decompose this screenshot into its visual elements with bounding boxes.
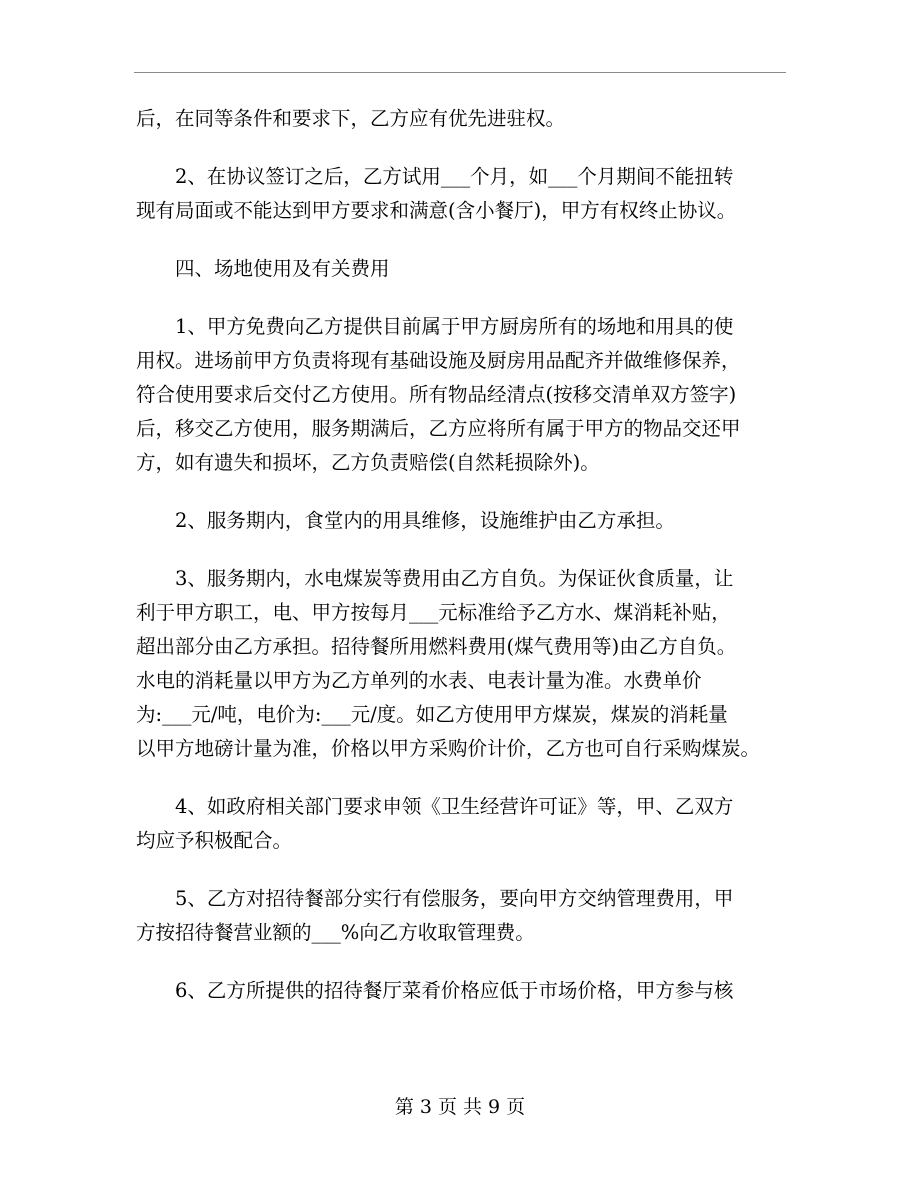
paragraph-management-fee — [136, 882, 788, 950]
text-line: 为:___元/吨，电价为:___元/度。如乙方使用甲方煤炭，煤炭的消耗量 — [136, 703, 728, 726]
text-line: 2、服务期内，食堂内的用具维修，设施维护由乙方承担。 — [175, 509, 675, 532]
text-line: 后，在同等条件和要求下，乙方应有优先进驻权。 — [136, 107, 566, 130]
paragraph-license — [136, 790, 788, 858]
paragraph-pricing — [136, 974, 788, 1008]
text-line: 符合使用要求后交付乙方使用。所有物品经清点(按移交清单双方签字) — [136, 383, 737, 406]
text-line: 5、乙方对招待餐部分实行有偿服务，要向甲方交纳管理费用，甲 — [175, 887, 734, 910]
page-number: 第 3 页 共 9 页 — [394, 1096, 526, 1118]
text-line: 方按招待餐营业额的___%向乙方收取管理费。 — [136, 921, 535, 944]
paragraph-utilities — [136, 562, 788, 766]
paragraph-trial-period — [136, 160, 788, 228]
text-line: 1、甲方免费向乙方提供目前属于甲方厨房所有的场地和用具的使 — [175, 315, 734, 338]
text-line: 现有局面或不能达到甲方要求和满意(含小餐厅)，甲方有权终止协议。 — [136, 199, 737, 222]
text-line: 均应予积极配合。 — [136, 829, 293, 852]
section-heading-text: 四、场地使用及有关费用 — [175, 257, 390, 280]
text-line: 后，移交乙方使用，服务期满后，乙方应将所有属于甲方的物品交还甲 — [136, 417, 741, 440]
text-line: 6、乙方所提供的招待餐厅菜肴价格应低于市场价格，甲方参与核 — [175, 979, 734, 1002]
text-line: 利于甲方职工，电、甲方按每月___元标准给予乙方水、煤消耗补贴， — [136, 601, 731, 624]
text-line: 水电的消耗量以甲方为乙方单列的水表、电表计量为准。水费单价 — [136, 669, 702, 692]
text-line: 以甲方地磅计量为准，价格以甲方采购价计价，乙方也可自行采购煤炭。 — [136, 737, 761, 760]
section-heading — [136, 252, 788, 286]
text-line: 4、如政府相关部门要求申领《卫生经营许可证》等，甲、乙双方 — [175, 795, 734, 818]
text-line: 3、服务期内，水电煤炭等费用由乙方自负。为保证伙食质量，让 — [175, 567, 734, 590]
text-line: 用权。进场前甲方负责将现有基础设施及厨房用品配齐并做维修保养， — [136, 349, 741, 372]
paragraph-continuation — [136, 102, 788, 136]
text-line: 方，如有遗失和损坏，乙方负责赔偿(自然耗损除外)。 — [136, 451, 600, 474]
paragraph-maintenance — [136, 504, 788, 538]
paragraph-venue-usage — [136, 310, 788, 480]
document-body — [136, 102, 788, 1032]
text-line: 2、在协议签订之后，乙方试用___个月，如___个月期间不能扭转 — [175, 165, 734, 188]
header-rule — [134, 72, 786, 73]
text-line: 超出部分由乙方承担。招待餐所用燃料费用(煤气费用等)由乙方自负。 — [136, 635, 737, 658]
